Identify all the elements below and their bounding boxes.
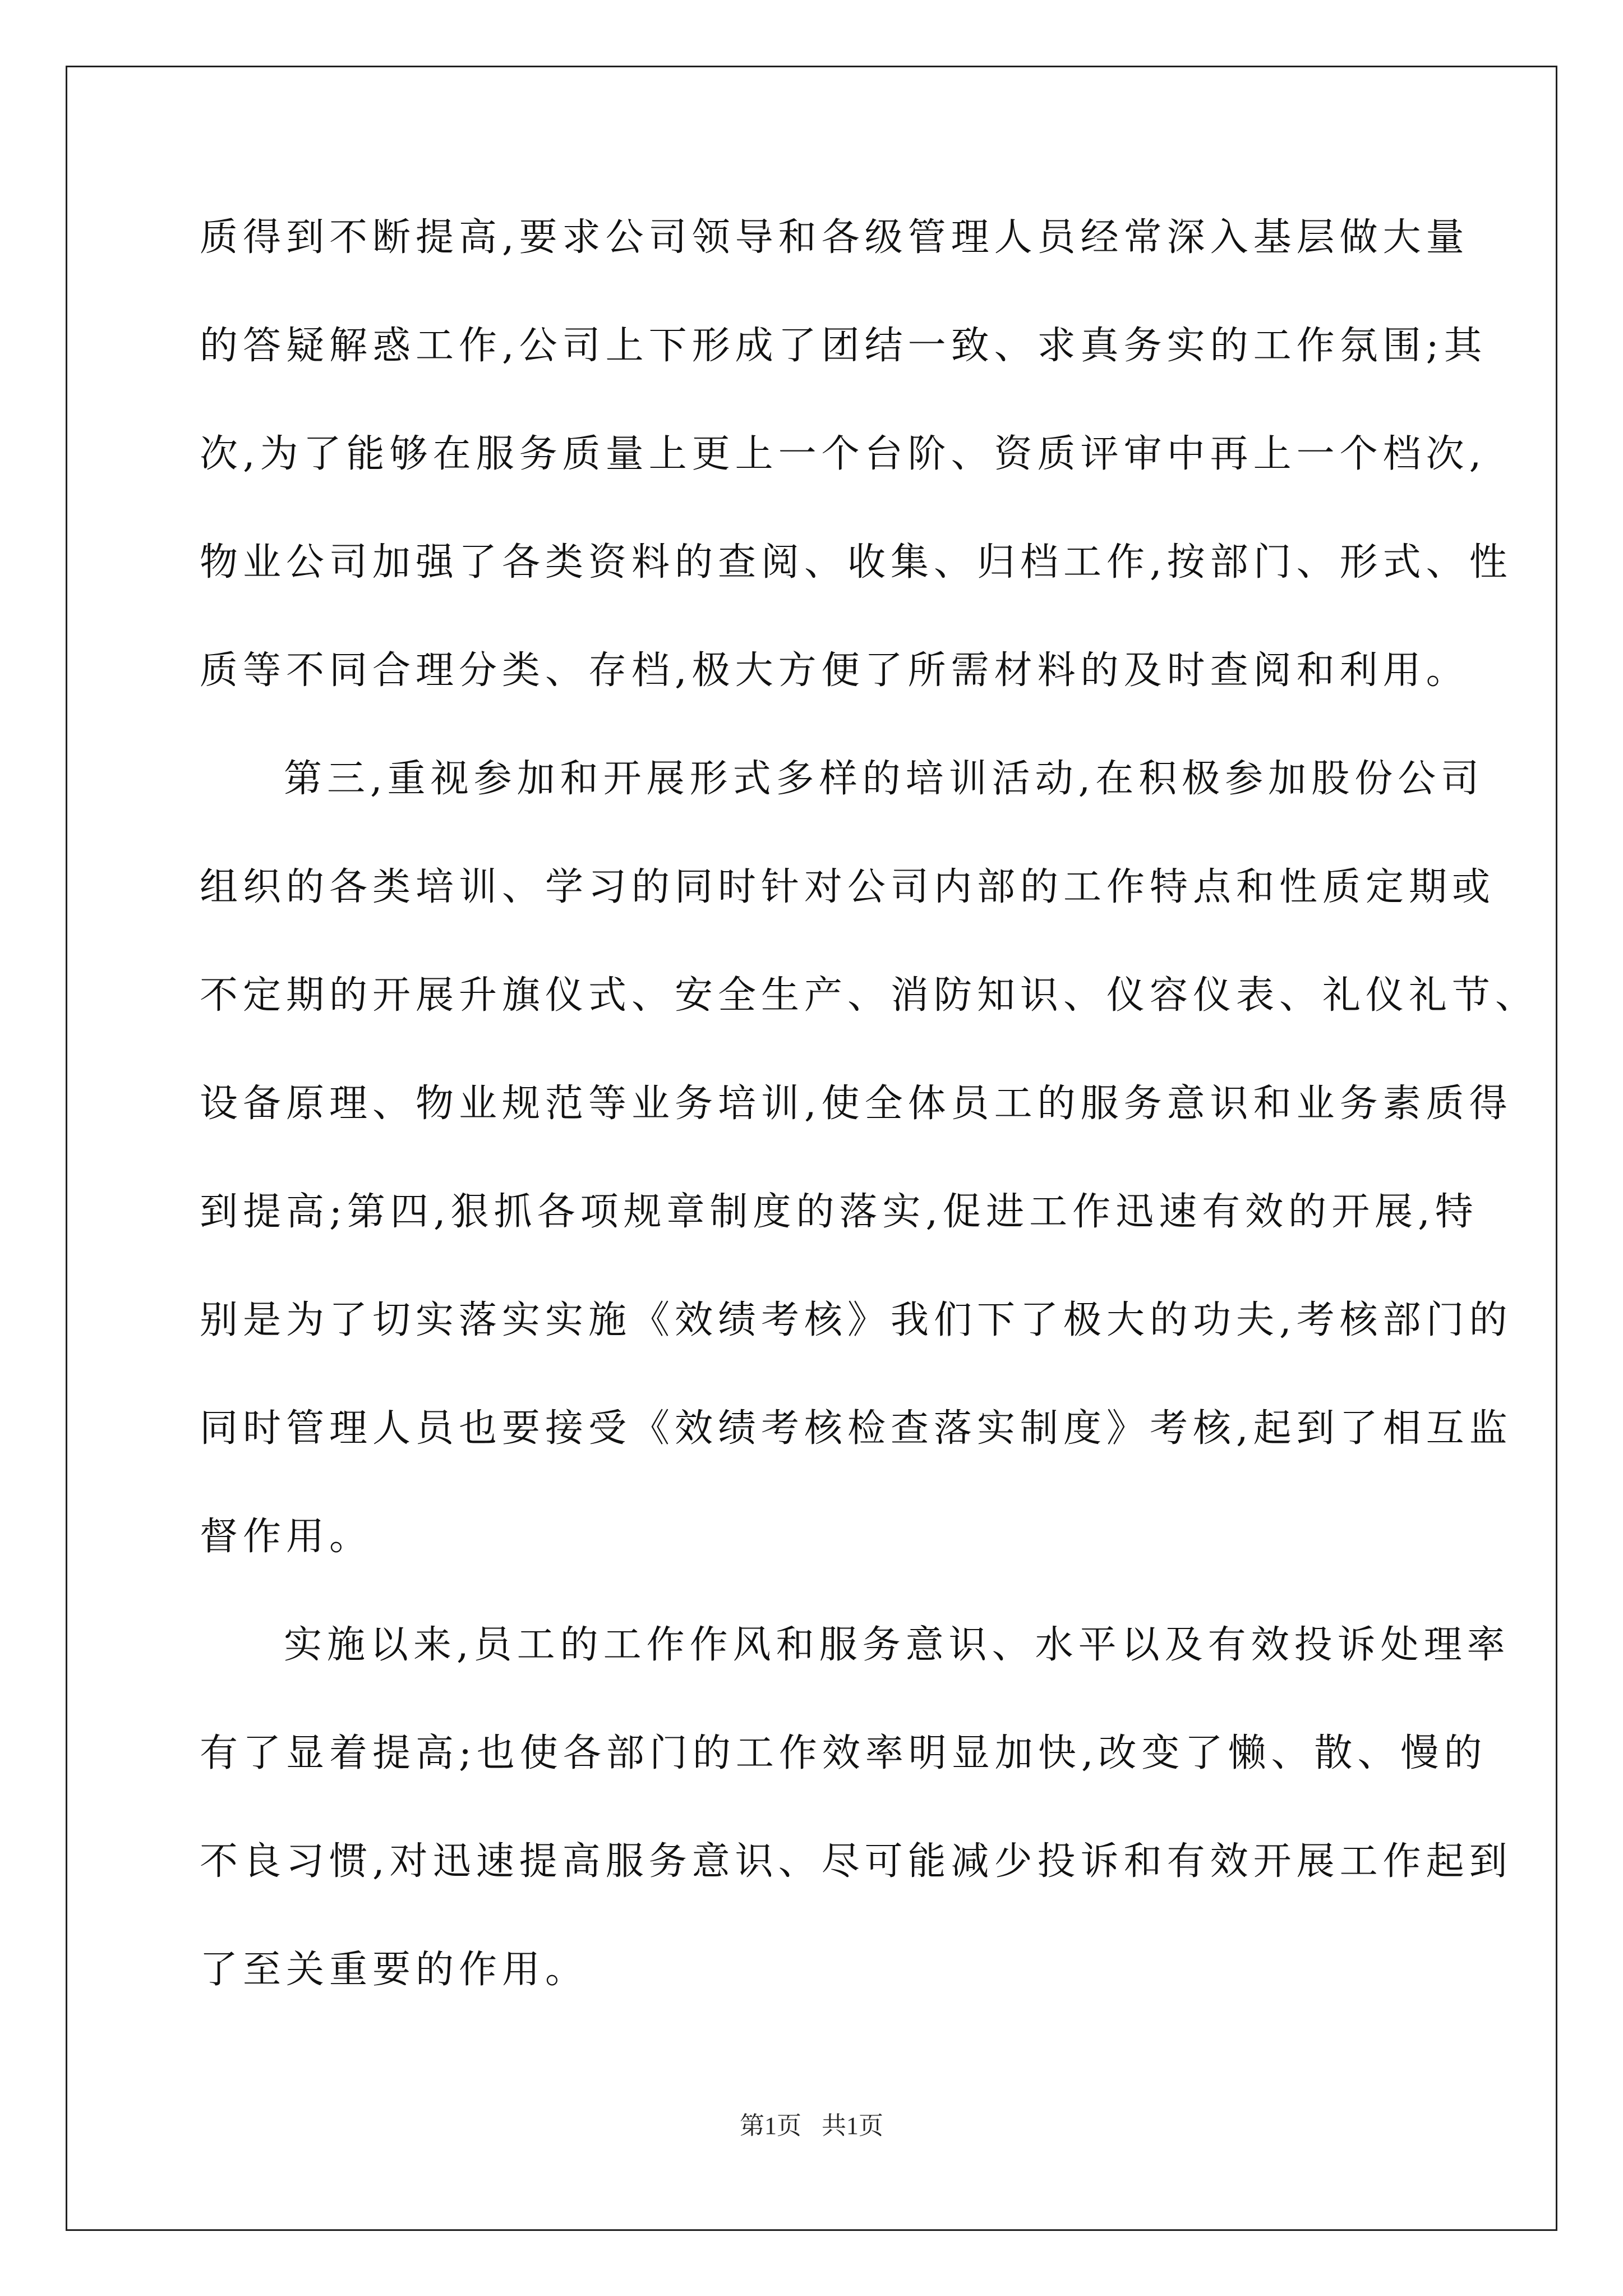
page-number: 第1页 <box>740 2112 801 2139</box>
text-line: 有了显着提高;也使各部门的工作效率明显加快,改变了懒、散、慢的 <box>200 1731 1487 1775</box>
page-footer <box>0 2112 1623 2140</box>
page-total: 共1页 <box>822 2112 883 2139</box>
text-line: 督作用。 <box>200 1515 373 1559</box>
text-line: 次,为了能够在服务质量上更上一个台阶、资质评审中再上一个档次, <box>200 432 1487 476</box>
text-line: 物业公司加强了各类资料的查阅、收集、归档工作,按部门、形式、性 <box>200 540 1513 585</box>
text-line: 同时管理人员也要接受《效绩考核检查落实制度》考核,起到了相互监 <box>200 1406 1513 1451</box>
text-line: 组织的各类培训、学习的同时针对公司内部的工作特点和性质定期或 <box>200 865 1496 909</box>
text-line: 不良习惯,对迅速提高服务意识、尽可能减少投诉和有效开展工作起到 <box>200 1839 1513 1884</box>
text-line: 不定期的开展升旗仪式、安全生产、消防知识、仪容仪表、礼仪礼节、 <box>200 973 1539 1018</box>
text-line: 设备原理、物业规范等业务培训,使全体员工的服务意识和业务素质得 <box>200 1082 1513 1126</box>
paragraph-first-line: 第三,重视参加和开展形式多样的培训活动,在积极参加股份公司 <box>284 757 1484 801</box>
paragraph-first-line: 实施以来,员工的工作作风和服务意识、水平以及有效投诉处理率 <box>284 1623 1510 1667</box>
text-line: 质得到不断提高,要求公司领导和各级管理人员经常深入基层做大量 <box>200 215 1469 260</box>
document-body <box>200 215 1539 2059</box>
text-line: 的答疑解惑工作,公司上下形成了团结一致、求真务实的工作氛围;其 <box>200 324 1487 368</box>
text-line: 质等不同合理分类、存档,极大方便了所需材料的及时查阅和利用。 <box>200 648 1469 693</box>
text-line: 了至关重要的作用。 <box>200 1948 589 1992</box>
text-line: 别是为了切实落实实施《效绩考核》我们下了极大的功夫,考核部门的 <box>200 1298 1513 1342</box>
text-line: 到提高;第四,狠抓各项规章制度的落实,促进工作迅速有效的开展,特 <box>200 1190 1478 1234</box>
